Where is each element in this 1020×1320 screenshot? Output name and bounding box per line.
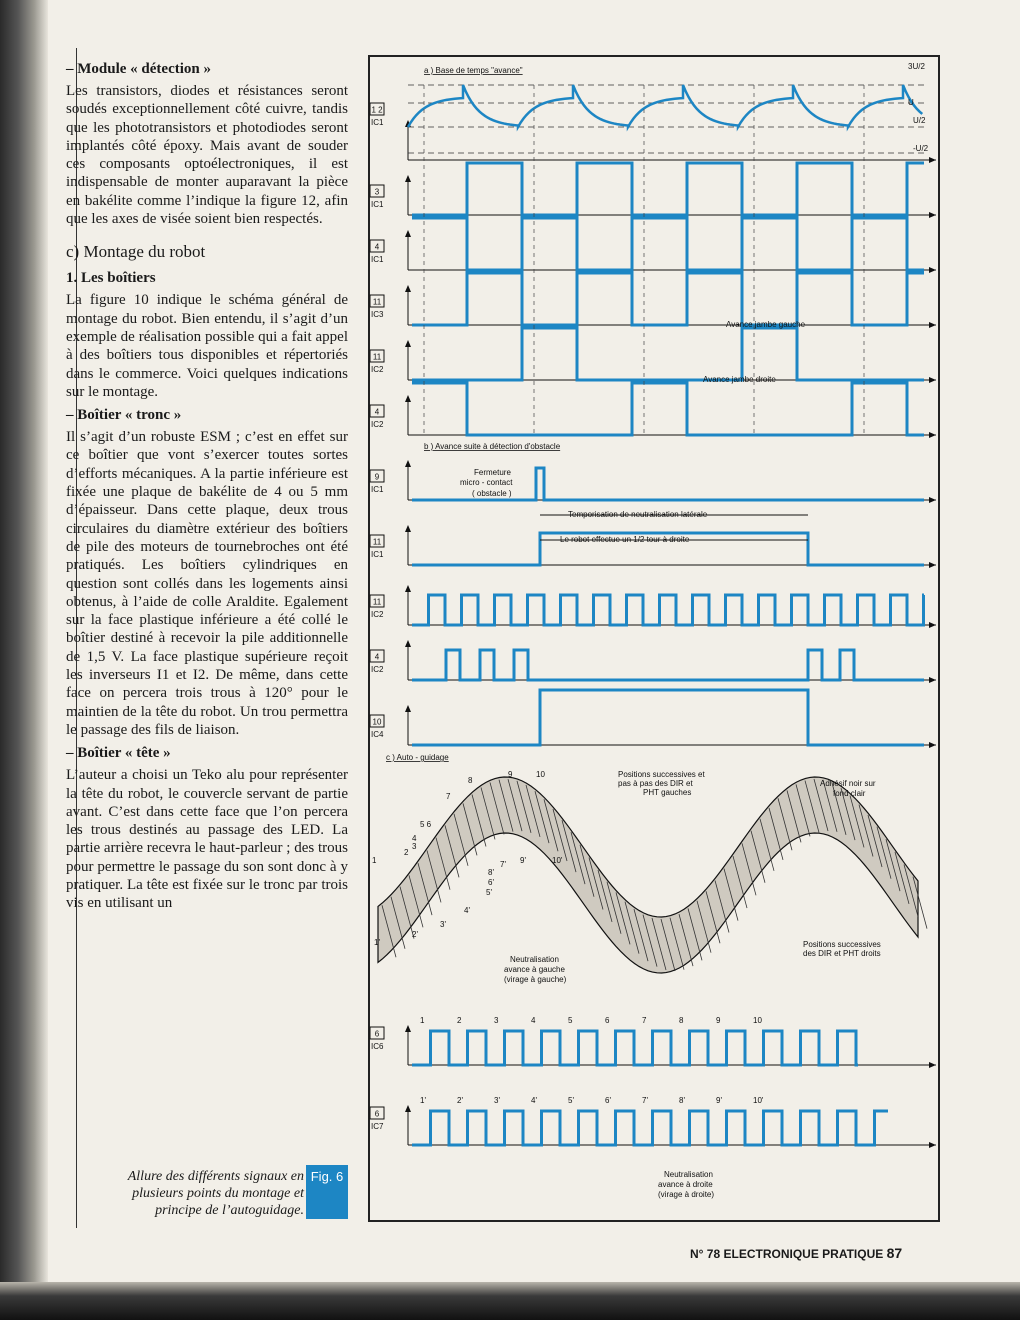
- section-boitiers: 1. Les boîtiers: [66, 270, 156, 287]
- section-boitier-tete: – Boîtier « tête »: [66, 745, 171, 762]
- trace-b5-yarrow: [405, 705, 411, 712]
- trace-a5-yarrow: [405, 340, 411, 347]
- pin-a2-ic: IC1: [371, 200, 384, 209]
- page-binding-shadow: [0, 0, 48, 1320]
- pos-left-5: 4: [412, 834, 417, 843]
- label-neutr-d2: avance à droite: [658, 1180, 713, 1189]
- step-top-1: 2: [457, 1016, 462, 1025]
- trace-a3-arrow: [929, 267, 936, 273]
- label-obstacle: ( obstacle ): [472, 489, 512, 498]
- pin-b4-ic: IC2: [371, 665, 384, 674]
- figure-tag: Fig. 6: [306, 1165, 348, 1219]
- pin-b4-pin: 4: [374, 652, 380, 662]
- trace-b3-yarrow: [405, 585, 411, 592]
- level-u2: U/2: [913, 116, 926, 125]
- paragraph-4: L’auteur a choisi un Teko alu pour représenter la tête du robot, le couvercle servant de partie avant. C’est dans cette face que l’on percera les trous destinés au passage des LED. La partie arrière recevra le haut-parleur ; des trous pour permettre le passage du son sont donc à y pratiquer. La tête est fixée sur le tronc par trois vis en utilisant un: [66, 767, 348, 912]
- pin-a4-ic: IC3: [371, 310, 384, 319]
- trace-a4-wave: [412, 273, 924, 325]
- trace-b2-yarrow: [405, 525, 411, 532]
- pin-a5-ic: IC2: [371, 365, 384, 374]
- trace-a2-yarrow: [405, 175, 411, 182]
- pin-a3-pin: 4: [374, 242, 380, 252]
- label-neutr-g1: Neutralisation: [510, 955, 559, 964]
- pos-left-6: 3: [412, 842, 417, 851]
- pin-b1-ic: IC1: [371, 485, 384, 494]
- trace-b3-arrow: [929, 622, 936, 628]
- label-pos-droit-2: des DIR et PHT droits: [803, 949, 881, 958]
- title-b: b ) Avance suite à détection d'obstacle: [424, 442, 561, 451]
- step-bottom-4: 5': [568, 1096, 574, 1105]
- label-adhesif-2: fond clair: [833, 789, 866, 798]
- section-boitier-tronc: – Boîtier « tronc »: [66, 407, 182, 424]
- label-adhesif-1: Adhésif noir sur: [820, 779, 876, 788]
- label-microcontact: micro - contact: [460, 478, 513, 487]
- pos-right-8: 2': [412, 930, 418, 939]
- level-minus-u2: -U/2: [913, 144, 929, 153]
- label-pos-gauche-3: PHT gauches: [643, 788, 692, 797]
- step-top-8: 9: [716, 1016, 721, 1025]
- pin-b5-ic: IC4: [371, 730, 384, 739]
- label-demi-tour: Le robot effectue un 1/2 tour à droite: [560, 535, 690, 544]
- trace-b4-yarrow: [405, 640, 411, 647]
- pin-c2-ic: IC7: [371, 1122, 384, 1131]
- paragraph-3: Il s’agit d’un robuste ESM ; c’est en effet sur ce boîtier que vont s’exercer toutes sortes d’efforts mécaniques. A la partie inférieure est fixée une plaque de bakélite de 4 ou 5 mm d’épaisseur. Dans cette plaque, deux trous circulaires du diamètre extérieur des boîtiers de pile des moteurs de tournebroches ont été pratiqués. Les boîtiers cylindriques en question sont collés dans les logements ainsi obtenus, à l’aide de colle Araldite. Egalement sur la face plastique inférieure a été collé le boîtier destiné à recevoir la pile additionnelle de 1,5 V. La face plastique supérieure reçoit les inverseurs I1 et I2. De même, dans cette face on percera trois trous à 120° pour le maintien de la tête du robot. Un trou permettra le passage des fils de liaison.: [66, 429, 348, 738]
- pin-b2-ic: IC1: [371, 550, 384, 559]
- pos-right-9: 1': [374, 938, 380, 947]
- step-top-2: 3: [494, 1016, 499, 1025]
- pin-b3-ic: IC2: [371, 610, 384, 619]
- trace-c2-arrow: [929, 1142, 936, 1148]
- trace-a5-arrow: [929, 377, 936, 383]
- trace-a5-wave: [412, 328, 924, 380]
- pin-a1-ic: IC1: [371, 118, 384, 127]
- pin-b3-pin: 11: [372, 597, 382, 607]
- pos-right-0: 7': [500, 860, 506, 869]
- trace-b1-arrow: [929, 497, 936, 503]
- label-pos-gauche-2: pas à pas des DIR et: [618, 779, 693, 788]
- title-a: a ) Base de temps "avance": [424, 66, 523, 75]
- figure-caption: Allure des différents signaux en plusieurs points du montage et principe de l’autoguidage.: [127, 1169, 304, 1218]
- trace-a2-arrow: [929, 212, 936, 218]
- pin-a6-pin: 4: [374, 407, 380, 417]
- trace-a6-arrow: [929, 432, 936, 438]
- trace-a2-wave: [412, 163, 924, 215]
- pin-a1-pin: 1 2: [371, 105, 383, 115]
- trace-c2-wave: [412, 1111, 888, 1145]
- pin-a6-ic: IC2: [371, 420, 384, 429]
- step-bottom-0: 1': [420, 1096, 426, 1105]
- pos-left-3: 7: [446, 792, 451, 801]
- trace-a1-wave: [408, 85, 922, 127]
- pos-right-6: 4': [464, 906, 470, 915]
- step-bottom-8: 9': [716, 1096, 722, 1105]
- paragraph-1: Les transistors, diodes et résistances seront soudés exceptionnellement côté cuivre, tandis que les phototransistors et photodiodes seront implantés côté époxy. Mais avant de souder ces composants optoélectroniques, il est indispensable de monter auparavant la pièce en bakélite comme l’indique la figure 12, afin que les axes de visée soient bien respectés.: [66, 83, 348, 228]
- trace-c1-arrow: [929, 1062, 936, 1068]
- label-pos-droit-1: Positions successives: [803, 940, 881, 949]
- trace-c1-yarrow: [405, 1025, 411, 1032]
- pin-b2-pin: 11: [372, 537, 382, 547]
- pos-left-8: 1: [372, 856, 377, 865]
- pos-right-7: 3': [440, 920, 446, 929]
- section-module-detection: – Module « détection »: [66, 61, 211, 77]
- trace-b5-arrow: [929, 742, 936, 748]
- step-top-7: 8: [679, 1016, 684, 1025]
- pin-a4-pin: 11: [372, 297, 382, 307]
- pin-c2-pin: 6: [374, 1109, 380, 1119]
- pin-b1-pin: 9: [374, 472, 380, 482]
- step-top-9: 10: [753, 1016, 762, 1025]
- pos-right-5: 5': [486, 888, 492, 897]
- step-bottom-5: 6': [605, 1096, 611, 1105]
- pin-a5-pin: 11: [372, 352, 382, 362]
- trace-a4-yarrow: [405, 285, 411, 292]
- pin-a3-ic: IC1: [371, 255, 384, 264]
- section-montage-robot: c) Montage du robot: [66, 242, 206, 262]
- trace-a3-yarrow: [405, 230, 411, 237]
- label-pos-gauche-1: Positions successives et: [618, 770, 705, 779]
- label-neutr-d3: (virage à droite): [658, 1190, 715, 1199]
- step-bottom-9: 10': [753, 1096, 764, 1105]
- pos-right-3: 10': [552, 856, 563, 865]
- pos-right-4: 6': [488, 878, 494, 887]
- level-u: U: [908, 98, 914, 107]
- trace-c2-yarrow: [405, 1105, 411, 1112]
- label-fermeture: Fermeture: [474, 468, 511, 477]
- step-top-3: 4: [531, 1016, 536, 1025]
- trace-a6-yarrow: [405, 395, 411, 402]
- step-bottom-7: 8': [679, 1096, 685, 1105]
- level-3u2: 3U/2: [908, 62, 925, 71]
- label-neutr-g2: avance à gauche: [504, 965, 565, 974]
- signal-figure: [368, 55, 940, 1222]
- page-bottom-shadow: [0, 1282, 1020, 1320]
- label-neutr-d1: Neutralisation: [664, 1170, 713, 1179]
- trace-a6-wave: [412, 383, 924, 435]
- step-top-5: 6: [605, 1016, 610, 1025]
- label-avance-gauche: Avance jambe gauche: [726, 320, 806, 329]
- page-number: 87: [886, 1245, 903, 1261]
- text-column: [66, 55, 348, 919]
- pin-c1-pin: 6: [374, 1029, 380, 1039]
- trace-b4-wave: [412, 650, 924, 680]
- pos-left-4: 5 6: [420, 820, 432, 829]
- step-bottom-6: 7': [642, 1096, 648, 1105]
- pos-right-1: 8': [488, 868, 494, 877]
- label-temporisation: Temporisation de neutralisation latérale: [568, 510, 708, 519]
- trace-b3-wave: [412, 595, 924, 625]
- step-bottom-1: 2': [457, 1096, 463, 1105]
- trace-a3-wave: [412, 218, 924, 270]
- pin-b5-pin: 10: [372, 717, 382, 727]
- pos-left-2: 10: [536, 770, 545, 779]
- labels-layer: [371, 62, 929, 1199]
- pin-c1-ic: IC6: [371, 1042, 384, 1051]
- pin-a2-pin: 3: [374, 187, 380, 197]
- footer-issue: N° 78 ELECTRONIQUE PRATIQUE: [690, 1247, 884, 1261]
- pos-left-0: 8: [468, 776, 473, 785]
- pos-left-7: 2: [404, 848, 409, 857]
- step-top-0: 1: [420, 1016, 425, 1025]
- trace-a1-arrow: [929, 157, 936, 163]
- page-footer: [690, 1245, 902, 1261]
- label-avance-droite: Avance jambe droite: [703, 375, 776, 384]
- title-c: c ) Auto - guidage: [386, 753, 449, 762]
- pos-right-2: 9': [520, 856, 526, 865]
- pos-left-1: 9: [508, 770, 513, 779]
- trace-b5-wave: [412, 690, 924, 745]
- trace-c1-wave: [412, 1031, 858, 1065]
- step-top-4: 5: [568, 1016, 573, 1025]
- paragraph-2: La figure 10 indique le schéma général de montage du robot. Bien entendu, il s’agit d’un exemple de réalisation possible qui a fait appel à des boîtiers tous disponibles et répertoriés dans le commerce. Voici quelques indications sur le montage.: [66, 292, 348, 400]
- step-bottom-2: 3': [494, 1096, 500, 1105]
- traces-layer: [370, 85, 936, 1148]
- trace-a4-arrow: [929, 322, 936, 328]
- trace-b2-arrow: [929, 562, 936, 568]
- trace-b1-yarrow: [405, 460, 411, 467]
- step-top-6: 7: [642, 1016, 647, 1025]
- label-neutr-g3: (virage à gauche): [504, 975, 567, 984]
- step-bottom-3: 4': [531, 1096, 537, 1105]
- trace-b4-arrow: [929, 677, 936, 683]
